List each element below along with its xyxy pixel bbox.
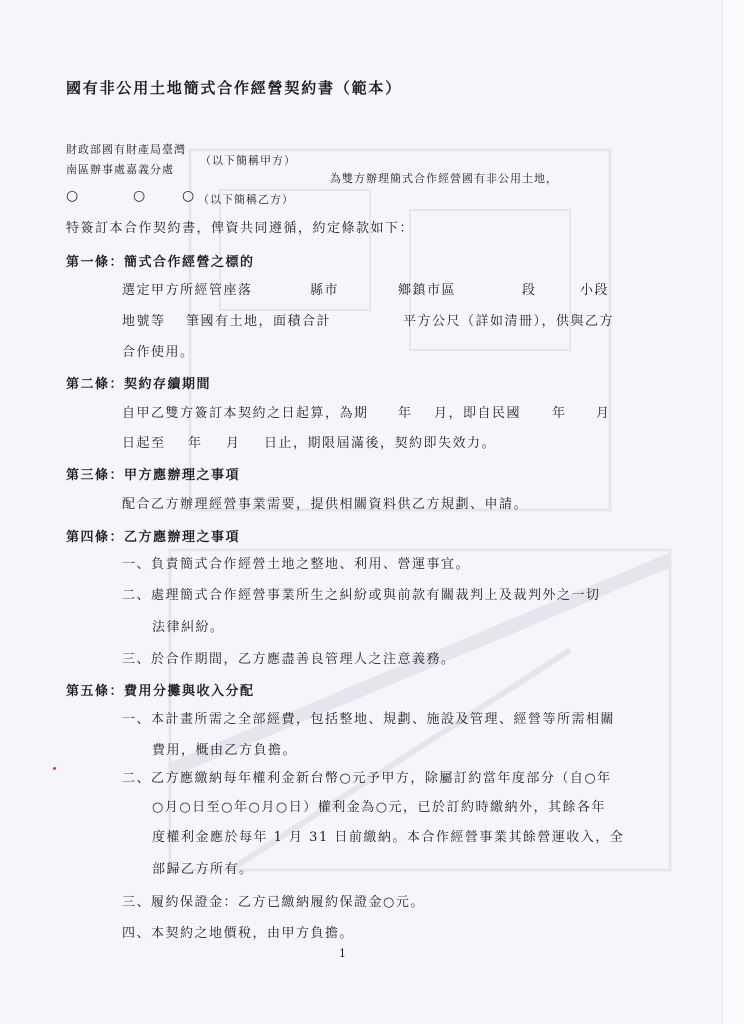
preamble-purpose: 為雙方辦理簡式合作經營國有非公用土地， bbox=[330, 172, 558, 185]
party-a-line1: 財政部國有財產局臺灣 bbox=[66, 143, 186, 156]
article-3-heading: 第三條：甲方應辦理之事項 bbox=[66, 468, 241, 483]
party-b-suffix: （以下簡稱乙方） bbox=[198, 193, 294, 206]
party-a-line2: 南區辦事處嘉義分處 bbox=[66, 163, 174, 176]
article-4-heading: 第四條：乙方應辦理之事項 bbox=[66, 530, 241, 545]
article-5-item: 部歸乙方所有。 bbox=[152, 862, 254, 877]
article-2-text: 日起至 bbox=[122, 436, 166, 451]
article-5-item: 度權利金應於每年 1 月 31 日前繳納。本合作經營事業其餘營運收入，全 bbox=[152, 830, 625, 845]
article-5-item: 費用，概由乙方負擔。 bbox=[152, 743, 298, 758]
article-2-text: 年 bbox=[398, 406, 413, 421]
article-5-item: ○月○日至○年○月○日）權利金為○元，已於訂約時繳納外，其餘各年 bbox=[152, 800, 607, 815]
article-2-text: 日止，期限屆滿後，契約即失效力。 bbox=[264, 436, 497, 451]
article-5-heading: 第五條：費用分攤與收入分配 bbox=[66, 684, 255, 699]
article-2-heading: 第二條：契約存續期間 bbox=[66, 377, 212, 392]
article-1-text: 地號等 bbox=[122, 314, 166, 329]
article-1-text: 筆國有土地，面積合計 bbox=[186, 314, 332, 329]
scan-edge bbox=[722, 0, 744, 1024]
article-1-heading: 第一條：簡式合作經營之標的 bbox=[66, 255, 255, 270]
article-5-item: 四、本契約之地價稅，由甲方負擔。 bbox=[122, 926, 355, 941]
ink-speck bbox=[53, 767, 56, 770]
party-b-blank-3: ○ bbox=[182, 188, 196, 204]
page-number: 1 bbox=[339, 947, 346, 960]
preamble-agreement: 特簽訂本合作契約書，俾資共同遵循，約定條款如下： bbox=[66, 221, 415, 236]
article-1-text: 小段 bbox=[580, 283, 610, 298]
article-1-text: 平方公尺（詳如清冊），供與乙方 bbox=[403, 314, 615, 329]
article-4-item: 一、負責簡式合作經營土地之整地、利用、營運事宜。 bbox=[122, 557, 471, 572]
article-5-item: 三、履約保證金：乙方已繳納履約保證金○元。 bbox=[122, 895, 425, 910]
article-2-text: 月，即自民國 bbox=[434, 406, 522, 421]
article-2-text: 年 bbox=[552, 406, 567, 421]
article-1-text: 合作使用。 bbox=[122, 345, 195, 360]
article-1-text: 縣市 bbox=[310, 283, 340, 298]
article-1-text: 鄉鎮市區 bbox=[398, 283, 457, 298]
article-1-text: 選定甲方所經管座落 bbox=[122, 283, 253, 298]
article-2-text: 自甲乙雙方簽訂本契約之日起算，為期 bbox=[122, 406, 369, 421]
article-5-item: 一、本計畫所需之全部經費，包括整地、規劃、施設及管理、經營等所需相關 bbox=[122, 712, 616, 727]
article-3-text: 配合乙方辦理經營事業需要，提供相關資料供乙方規劃、申請。 bbox=[122, 497, 529, 512]
article-2-text: 年 bbox=[188, 436, 203, 451]
party-b-blank-1: ○ bbox=[66, 188, 80, 204]
article-5-item: 二、乙方應繳納每年權利金新台幣○元予甲方，除屬訂約當年度部分（自○年 bbox=[122, 771, 612, 786]
article-4-item: 二、處理簡式合作經營事業所生之糾紛或與前款有關裁判上及裁判外之一切 bbox=[122, 588, 601, 603]
article-4-item: 三、於合作期間，乙方應盡善良管理人之注意義務。 bbox=[122, 652, 456, 667]
party-b-blank-2: ○ bbox=[133, 188, 147, 204]
article-4-item: 法律糾紛。 bbox=[152, 620, 225, 635]
document-title: 國有非公用土地簡式合作經營契約書（範本） bbox=[66, 79, 403, 97]
background-map-watermark bbox=[150, 130, 710, 910]
party-a-suffix: （以下簡稱甲方） bbox=[200, 154, 296, 167]
article-1-text: 段 bbox=[522, 283, 537, 298]
article-2-text: 月 bbox=[596, 406, 611, 421]
article-2-text: 月 bbox=[226, 436, 241, 451]
